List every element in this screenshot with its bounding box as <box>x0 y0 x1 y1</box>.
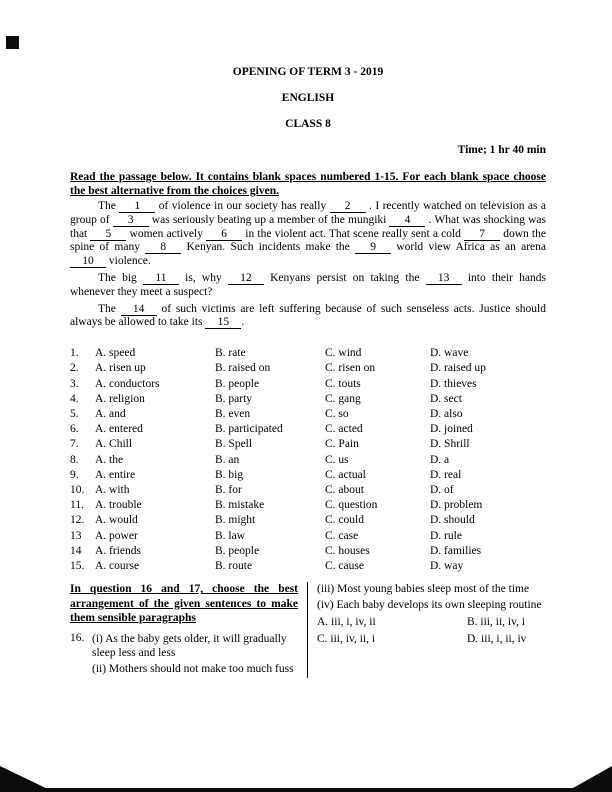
option-d: D. way <box>430 560 464 573</box>
option-b: B. an <box>215 453 240 466</box>
question-number: 8. <box>70 453 79 466</box>
option-d: D. of <box>430 484 454 496</box>
blank-10: 10 <box>70 256 106 268</box>
option-d: D. joined <box>430 423 473 436</box>
option-a: A. course <box>95 560 140 573</box>
passage-instructions: Read the passage below. It contains blank spaces numbered 1-15. For each blank space choose the best alternative from the choices given. <box>70 171 546 197</box>
option-c: C. acted <box>325 423 363 436</box>
time-allocation: Time; 1 hr 40 min <box>457 144 546 156</box>
question-number: 13 <box>70 529 82 542</box>
option-c: C. us <box>325 453 349 466</box>
question-row <box>70 422 546 437</box>
sentence-item: (ii) Mothers should not make too much fuss <box>92 662 294 675</box>
option-b: B. people <box>215 377 260 390</box>
subject-title: ENGLISH <box>281 92 335 104</box>
question-row <box>70 498 546 513</box>
page-content <box>70 66 546 678</box>
option-a: A. religion <box>95 392 145 405</box>
option-d: D. real <box>430 468 462 481</box>
question-row <box>70 407 546 422</box>
question-number: 9. <box>70 468 79 481</box>
question-row <box>70 346 546 361</box>
sentence-item: (iii) Most young babies sleep most of the time <box>317 583 530 596</box>
question-number: 11. <box>70 499 84 512</box>
sentence-item: (iv) Each baby develops its own sleeping routine <box>317 599 542 612</box>
question-row <box>70 361 546 376</box>
arrangement-left-column <box>70 582 307 678</box>
option-a: A. and <box>95 407 126 420</box>
question-row <box>70 377 546 392</box>
question-number: 1. <box>70 347 79 360</box>
question-row <box>70 437 546 452</box>
option-b: B. Spell <box>215 438 253 451</box>
question-number: 12. <box>70 514 85 527</box>
option-c: C. actual <box>325 468 366 481</box>
question-16 <box>70 632 298 678</box>
blank-6: 6 <box>206 229 242 241</box>
blank-5: 5 <box>90 229 126 241</box>
option-c: C. risen on <box>325 362 376 375</box>
option-d: D. should <box>430 514 475 527</box>
option-a: A. speed <box>95 347 136 360</box>
choice-option: D. iii, i, ii, iv <box>467 632 527 645</box>
option-d: D. problem <box>430 499 483 512</box>
option-d: D. raised up <box>430 362 486 375</box>
blank-4: 4 <box>389 215 425 227</box>
arrangement-instructions: In question 16 and 17, choose the best arrangement of the given sentences to make them sensible paragraphs <box>70 583 298 625</box>
option-d: D. wave <box>430 347 469 360</box>
question-number: 10. <box>70 484 85 496</box>
option-d: D. Shrill <box>430 438 470 451</box>
class-title: CLASS 8 <box>285 118 331 130</box>
blank-3: 3 <box>113 215 149 227</box>
question-row <box>70 483 546 498</box>
option-d: D. also <box>430 407 463 420</box>
option-c: C. question <box>325 499 378 512</box>
page-title: OPENING OF TERM 3 - 2019 <box>232 66 384 78</box>
option-d: D. rule <box>430 529 462 542</box>
option-b: B. even <box>215 407 251 420</box>
option-b: B. big <box>215 468 244 481</box>
question-row <box>70 559 546 574</box>
option-b: B. for <box>215 484 242 496</box>
option-d: D. thieves <box>430 377 477 390</box>
scan-artifact <box>0 788 612 792</box>
question-row <box>70 392 546 407</box>
option-c: C. touts <box>325 377 361 390</box>
option-b: B. law <box>215 529 246 542</box>
question-number: 6. <box>70 423 79 436</box>
option-c: C. wind <box>325 347 362 360</box>
option-a: A. power <box>95 529 138 542</box>
passage <box>70 200 546 330</box>
question-row <box>70 468 546 483</box>
option-c: C. case <box>325 529 359 542</box>
blank-13: 13 <box>426 273 462 285</box>
question-number: 3. <box>70 377 79 390</box>
blank-7: 7 <box>464 229 500 241</box>
option-a: A. risen up <box>95 362 146 375</box>
option-c: C. could <box>325 514 364 527</box>
choice-option: B. iii, ii, iv, i <box>467 616 526 629</box>
option-a: A. Chill <box>95 438 133 451</box>
option-b: B. mistake <box>215 499 265 512</box>
passage-paragraph: The 1 of violence in our society has really 2 . I recently watched on television as a group of 3 was seriously beating up a member of the mungiki 4 . What was shocking was that 5 women actively 6 in the violent act. That scene really sent a cold 7 down the spine of many 8 Kenyan. Such incidents make the 9 world view Africa as an arena 10 violence. <box>70 200 546 268</box>
question-row <box>70 513 546 528</box>
blank-9: 9 <box>355 242 391 254</box>
passage-paragraph: The big 11 is, why 12 Kenyans persist on taking the 13 into their hands whenever they meet a suspect? <box>70 271 546 298</box>
question-16-choices <box>317 615 546 646</box>
option-a: A. trouble <box>95 499 142 512</box>
arrangement-section <box>70 582 546 678</box>
option-a: A. entire <box>95 468 136 481</box>
question-number: 15. <box>70 560 85 573</box>
question-row <box>70 453 546 468</box>
passage-paragraph: The 14 of such victims are left suffering because of such senseless acts. Justice should always be allowed to take its 15 . <box>70 302 546 329</box>
option-a: A. the <box>95 453 124 466</box>
option-a: A. would <box>95 514 138 527</box>
option-c: C. about <box>325 484 364 496</box>
option-a: A. conductors <box>95 377 160 390</box>
option-a: A. entered <box>95 423 143 436</box>
blank-14: 14 <box>121 304 157 316</box>
option-b: B. might <box>215 514 256 527</box>
choice-option: A. iii, i, iv, ii <box>317 616 376 629</box>
option-d: D. a <box>430 453 450 466</box>
option-a: A. with <box>95 484 130 496</box>
question-number: 5. <box>70 407 79 420</box>
option-c: C. Pain <box>325 438 359 451</box>
question-row <box>70 529 546 544</box>
blank-1: 1 <box>119 201 155 213</box>
option-c: C. gang <box>325 392 361 405</box>
question-number: 16. <box>70 631 85 644</box>
question-16-items-continued <box>317 582 546 612</box>
option-b: B. rate <box>215 347 246 360</box>
blank-2: 2 <box>330 201 366 213</box>
question-number: 2. <box>70 362 79 375</box>
question-16-items <box>92 632 298 678</box>
choice-option: C. iii, iv, ii, i <box>317 632 376 645</box>
question-row <box>70 544 546 559</box>
option-b: B. people <box>215 544 260 557</box>
option-b: B. party <box>215 392 253 405</box>
option-a: A. friends <box>95 544 141 557</box>
scan-artifact <box>6 36 19 49</box>
blank-8: 8 <box>145 242 181 254</box>
question-number: 14 <box>70 544 82 557</box>
question-number: 4. <box>70 392 79 405</box>
blank-11: 11 <box>143 273 179 285</box>
option-c: C. houses <box>325 544 370 557</box>
blank-15: 15 <box>205 317 241 329</box>
option-b: B. raised on <box>215 362 271 375</box>
question-number: 7. <box>70 438 79 451</box>
option-b: B. participated <box>215 423 283 436</box>
arrangement-right-column <box>307 582 546 678</box>
option-d: D. families <box>430 544 482 557</box>
questions-list <box>70 346 546 574</box>
sentence-item: (i) As the baby gets older, it will gradually sleep less and less <box>92 632 287 659</box>
blank-12: 12 <box>228 273 264 285</box>
option-c: C. cause <box>325 560 364 573</box>
option-d: D. sect <box>430 392 462 405</box>
option-c: C. so <box>325 407 349 420</box>
option-b: B. route <box>215 560 253 573</box>
